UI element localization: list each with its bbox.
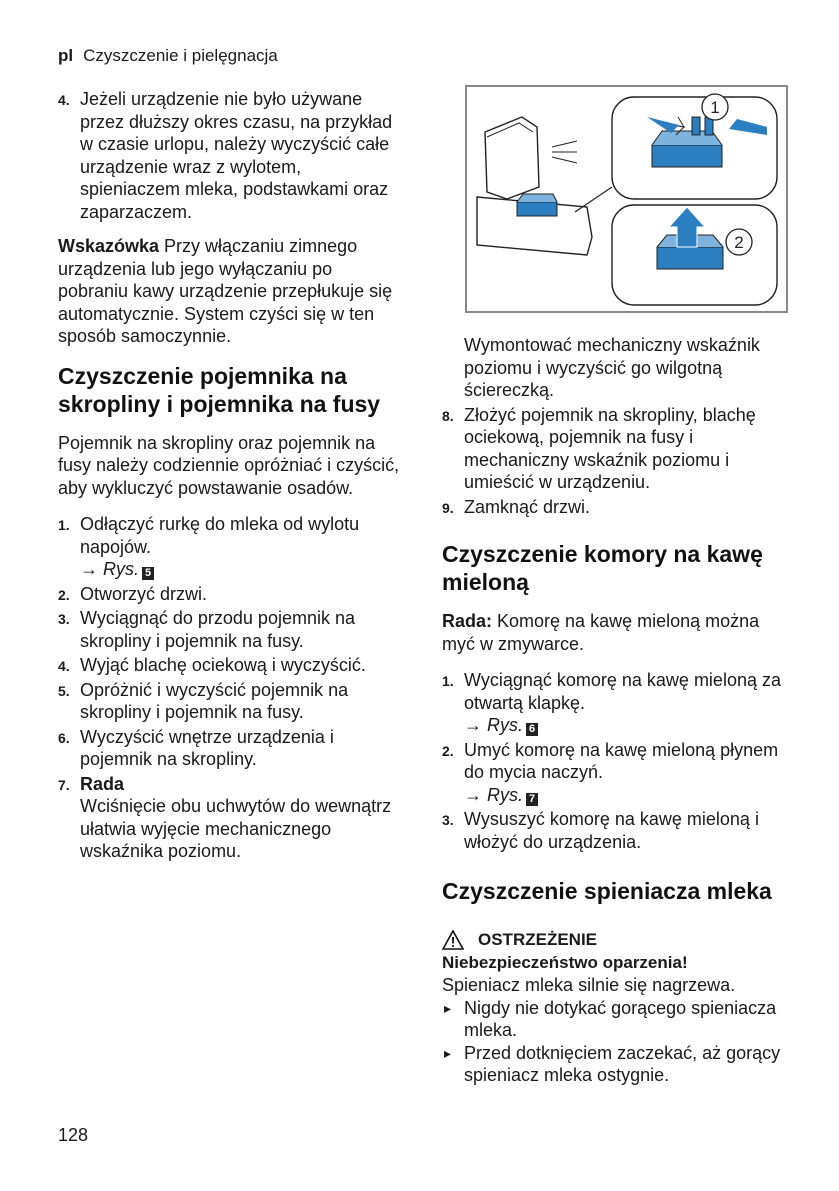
cleaning-illustration [467,87,786,311]
page-number: 128 [58,1125,89,1145]
page-header [58,46,278,66]
warning-heading: OSTRZEŻENIE [442,929,787,952]
figure-reference: → Rys. 6 [464,715,538,735]
list-item: 3. Wyciągnąć do przodu pojemnik na skropliny i pojemnik na fusy. [58,608,355,651]
figure-reference: → Rys. 7 [464,785,538,805]
header-title: Czyszczenie i pielęgnacja [83,46,278,65]
steps-list [58,513,403,863]
steps-list-continued [442,404,787,519]
level-indicator-small [517,202,557,216]
list-item: 2. Umyć komorę na kawę mieloną płynem do mycia naczyń. → Rys. 7 [442,739,779,805]
section-title: Czyszczenie komory na kawę mieloną [442,541,763,595]
right-column [442,334,787,1087]
illustration-figure [465,85,788,313]
section-title: Czyszczenie spieniacza mleka [442,878,772,904]
step7-note: Wciśnięcie obu uchwytów do wewnątrz ułatwia wyjęcie mechanicznego wskaźnika poziomu. [80,796,392,861]
hint-paragraph: Wskazówka Przy włączaniu zimnego urządzenia lub jego wyłączaniu po pobraniu kawy urządzenie przepłukuje się automatycznie. System czyści się w ten sposób samoczynnie. [58,236,393,346]
list-item: 4. Jeżeli urządzenie nie było używane przez dłuższy okres czasu, na przykład w czasie urlopu, należy wyczyścić całe urządzenie wraz z wylotem, spieniaczem mleka, podstawkami oraz zaparzaczem. [58,89,393,222]
list-item: 1. Odłączyć rurkę do mleka od wylotu napojów. → Rys. 5 [58,514,360,579]
warning-subtitle: Niebezpieczeństwo oparzenia! [442,952,688,972]
list-item: 4. Wyjąć blachę ociekową i wyczyścić. [58,655,366,675]
list-item: 8. Złożyć pojemnik na skropliny, blachę ociekową, pojemnik na fusy i mechaniczny wskaźnik poziomu i umieścić w urządzeniu. [442,404,756,492]
list-item: ▸ Nigdy nie dotykać gorącego spieniacza mleka. [442,997,787,1042]
svg-text:1: 1 [710,98,720,117]
hint-label: Wskazówka [58,236,160,256]
list-item: 3. Wysuszyć komorę na kawę mieloną i włożyć do urządzenia. [442,809,759,852]
left-column [58,88,403,865]
list-item: ▸ Przed dotknięciem zaczekać, aż gorący spieniacz mleka ostygnie. [442,1042,787,1087]
list-item: 1. Wyciągnąć komorę na kawę mieloną za otwartą klapkę. → Rys. 6 [442,670,781,735]
step7-continued: Wymontować mechaniczny wskaźnik poziomu i wyczyścić go wilgotną ściereczką. [464,335,760,400]
list-item: 2. Otworzyć drzwi. [58,583,208,604]
section-title: Czyszczenie pojemnika na skropliny i pojemnika na fusy [58,362,381,417]
level-indicator-upper [652,145,722,167]
tip-paragraph: Rada: Komorę na kawę mieloną można myć w zmywarce. [442,611,760,654]
list-item: 9. Zamknąć drzwi. [442,496,591,517]
level-indicator-lower [657,247,723,269]
section-intro: Pojemnik na skropliny oraz pojemnik na fusy należy codziennie opróżniać i czyścić, aby wykluczyć powstawanie osadów. [58,432,400,498]
figure-reference: → Rys. 5 [80,559,154,579]
language-code: pl [58,46,74,65]
list-item: 6. Wyczyścić wnętrze urządzenia i pojemnik na skropliny. [58,726,334,769]
steps-list-2 [442,669,787,853]
list-item: 5. Opróżnić i wyczyścić pojemnik na skropliny i pojemnik na fusy. [58,679,349,722]
warning-text: Spieniacz mleka silnie się nagrzewa. [442,975,736,995]
warning-triangle-icon [442,930,464,950]
svg-text:2: 2 [734,233,744,252]
warning-bullets [442,997,787,1087]
list-item: 7. Rada Wciśnięcie obu uchwytów do wewnątrz ułatwia wyjęcie mechanicznego wskaźnika poziomu. [58,773,392,861]
